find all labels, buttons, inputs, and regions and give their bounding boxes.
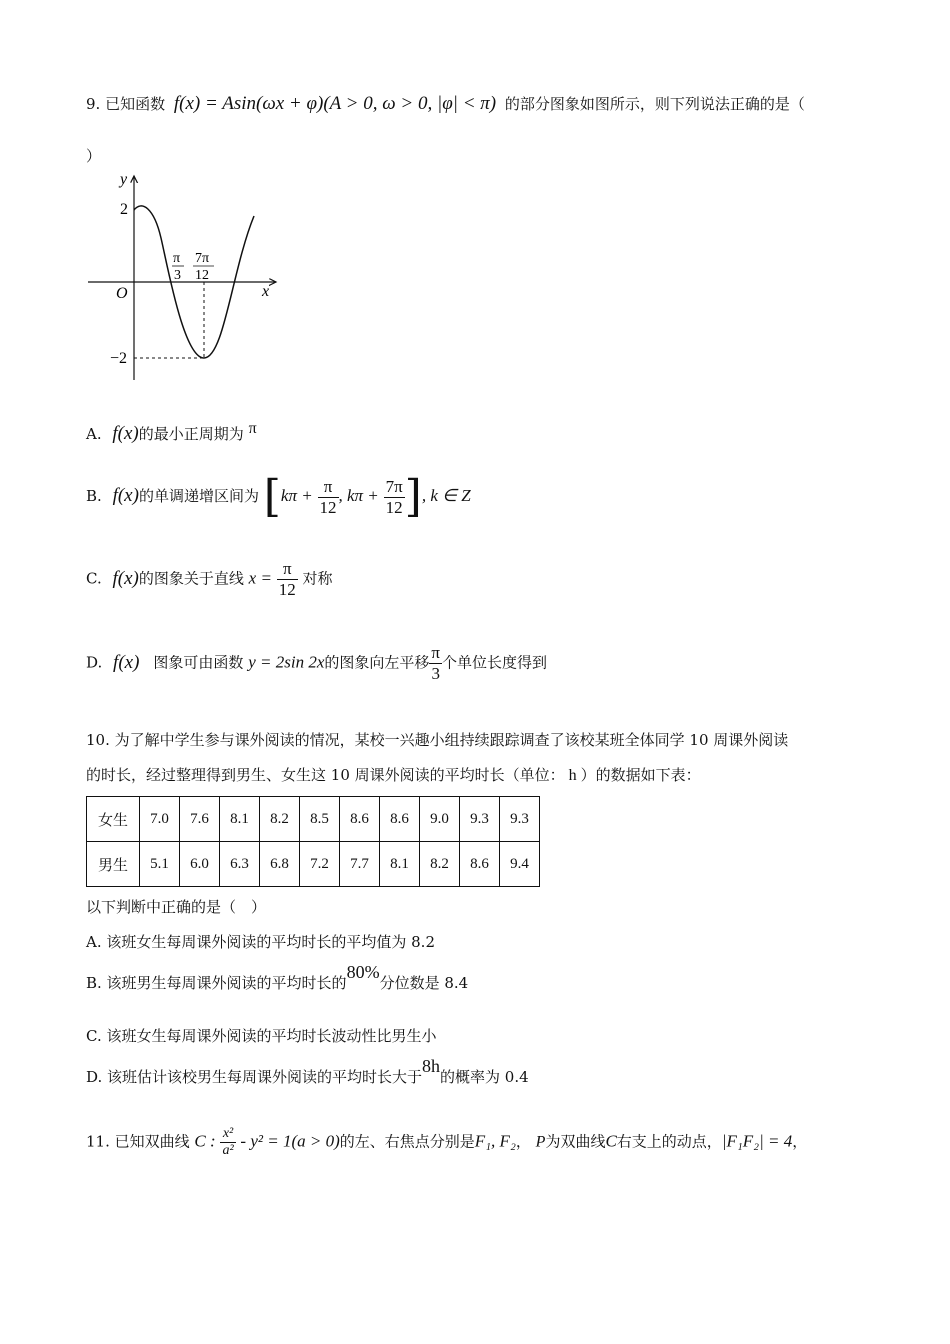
tick2-den: 12 (195, 268, 209, 283)
tick1-num: π (173, 251, 181, 266)
interval-end: , kπ + (338, 486, 379, 505)
curve-c: C (605, 1131, 617, 1151)
option-text: 的图象关于直线 (138, 569, 244, 588)
option-math: 8h (422, 1056, 441, 1076)
option-text: 图象可由函数 (153, 653, 244, 672)
table-cell: 8.2 (420, 842, 460, 887)
q10-option-b[interactable] (86, 962, 468, 993)
table-cell: 9.0 (420, 797, 460, 842)
option-math: 80% (346, 962, 380, 982)
table-cell: 9.3 (460, 797, 500, 842)
table-cell: 6.8 (260, 842, 300, 887)
foci: F₁, F₂ (474, 1131, 516, 1151)
table-cell: 7.7 (340, 842, 380, 887)
option-tail: 个单位长度得到 (441, 653, 547, 672)
table-cell: 9.4 (500, 842, 540, 887)
q9-option-c[interactable] (86, 559, 333, 600)
equation: x = (248, 568, 272, 588)
table-cell: 6.0 (180, 842, 220, 887)
fraction: $\frac{\pi}{12}$ (278, 559, 296, 599)
option-func: f(x) (112, 485, 139, 506)
reading-time-table (86, 796, 540, 887)
option-text: 分位数是 8.4 (379, 974, 469, 992)
row-header: 男生 (87, 842, 140, 887)
option-tail: , k ∈ Z (421, 486, 471, 505)
table-cell: 5.1 (140, 842, 180, 887)
equation-rest: - y² = 1(a > 0) (240, 1131, 340, 1151)
q11-end: ， (792, 1132, 808, 1151)
table-cell: 8.1 (380, 842, 420, 887)
table-cell: 7.6 (180, 797, 220, 842)
q11-prefix: 11. 已知双曲线 (86, 1132, 190, 1151)
table-cell: 8.6 (460, 842, 500, 887)
q9-sine-graph (84, 170, 284, 385)
fraction: $\frac{\pi}{3}$ (431, 643, 440, 683)
option-mid: 的图象向左平移 (324, 653, 430, 672)
y-min-label: −2 (110, 350, 128, 367)
equation: y = 2sin 2x (248, 652, 325, 672)
table-cell: 8.2 (260, 797, 300, 842)
q10-prompt: 以下判断中正确的是（ ） (86, 898, 267, 916)
y-max-label: 2 (120, 201, 128, 218)
q11-mid: 的左、右焦点分别是 (339, 1132, 475, 1151)
q9-formula: f(x) = Asin(ωx + φ)(A > 0, ω > 0, |φ| < π) (173, 93, 497, 114)
option-text: D. 该班估计该校男生每周课外阅读的平均时长大于 (86, 1068, 423, 1086)
table-row (87, 797, 540, 842)
point-p: P (535, 1133, 546, 1151)
tick2-num: 7π (195, 251, 210, 266)
table-cell: 6.3 (220, 842, 260, 887)
row-header: 女生 (87, 797, 140, 842)
q9-option-a[interactable] (86, 420, 257, 445)
table-cell: 7.2 (300, 842, 340, 887)
q11-mid4: 右支上的动点， (616, 1132, 722, 1151)
option-label: C. (86, 569, 102, 588)
origin-label: O (116, 285, 128, 302)
option-tail: 对称 (302, 569, 333, 588)
option-text: 的单调递增区间为 (138, 487, 259, 505)
q10-option-a[interactable]: A. 该班女生每周课外阅读的平均时长的平均值为 8.2 (86, 933, 435, 951)
option-tail: π (248, 420, 257, 437)
q10-line1: 10. 为了解中学生参与课外阅读的情况，某校一兴趣小组持续跟踪调查了该校某班全体同学 10 周课外阅读 (86, 731, 789, 749)
q9-option-d[interactable] (86, 643, 547, 684)
q10-line2-a: 的时长，经过整理得到男生、女生这 10 周课外阅读的平均时长（单位： (86, 766, 565, 784)
q9-close: ） (86, 147, 102, 165)
fraction: $\frac{\text{x²}}{\text{a²}}$ (222, 1126, 234, 1158)
option-func: f(x) (113, 651, 140, 673)
focal-distance: |F₁F₂| = 4 (721, 1131, 793, 1151)
q10-line2 (86, 764, 701, 785)
table-cell: 7.0 (140, 797, 180, 842)
option-func: f(x) (112, 567, 139, 589)
option-func: f(x) (112, 423, 139, 444)
table-row (87, 842, 540, 887)
option-label: A. (86, 425, 102, 443)
unit: h (568, 767, 577, 784)
option-label: D. (86, 653, 103, 672)
q9-option-b[interactable]: B. f(x)的单调递增区间为 [kπ + $\frac{\pi}{12}$ , kπ + $\frac{7\pi}{12}$ ], k ∈ Z (86, 471, 471, 522)
q10-line2-b: ）的数据如下表： (580, 766, 701, 784)
option-text: B. 该班男生每周课外阅读的平均时长的 (86, 974, 347, 992)
comma: ， (515, 1132, 531, 1151)
interval-start: kπ + (280, 486, 313, 505)
table-cell: 8.6 (380, 797, 420, 842)
option-text: 的最小正周期为 (138, 425, 244, 443)
table-cell: 8.6 (340, 797, 380, 842)
q11-mid3: 为双曲线 (545, 1132, 606, 1151)
option-label: B. (86, 487, 102, 505)
fraction: $\frac{7\pi}{12}$ (385, 476, 403, 517)
tick1-den: 3 (174, 268, 181, 283)
q10-option-d[interactable] (86, 1056, 529, 1087)
fraction: $\frac{\pi}{12}$ (319, 476, 337, 517)
q10-option-c[interactable]: C. 该班女生每周课外阅读的平均时长波动性比男生小 (86, 1027, 437, 1045)
y-axis-label: y (120, 171, 128, 188)
table-cell: 9.3 (500, 797, 540, 842)
curve-name: C : (194, 1131, 216, 1151)
q11-stem (86, 1126, 807, 1159)
table-cell: 8.1 (220, 797, 260, 842)
table-cell: 8.5 (300, 797, 340, 842)
x-axis-label: x (262, 283, 270, 300)
q9-stem (86, 93, 805, 115)
q9-prefix: 9. 已知函数 (86, 95, 166, 113)
option-text: 的概率为 0.4 (440, 1068, 529, 1086)
q9-suffix: 的部分图象如图所示，则下列说法正确的是（ (504, 95, 805, 113)
